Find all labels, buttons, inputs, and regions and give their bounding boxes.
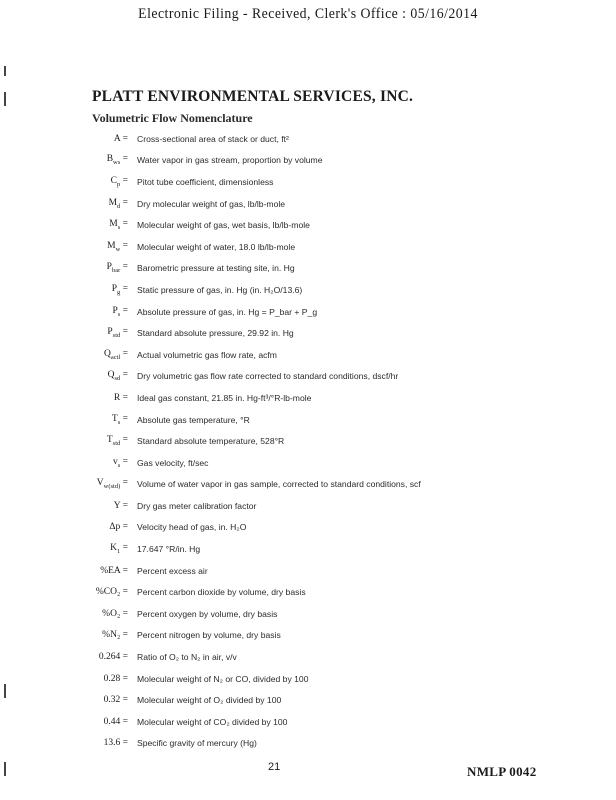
symbol: $M_d$ = [108,197,128,210]
nomenclature-row [0,538,616,560]
definition: Ratio of O₂ to N₂ in air, v/v [137,652,237,663]
symbol: 0.264 = [98,652,128,663]
definition: 17.647 °R/in. Hg [137,544,201,555]
symbol: 0.28 = [103,673,128,684]
nomenclature-row [0,625,616,647]
nomenclature-row [0,258,616,280]
definition: Dry volumetric gas flow rate corrected to standard conditions, dscf/hr [137,371,399,382]
symbol: $T_s$ = [111,413,128,426]
symbol: $Q_{sd}$ = [107,370,128,383]
symbol: $M_s$ = [109,219,128,232]
definition: Water vapor in gas stream, proportion by volume [137,155,323,166]
margin-mark [4,92,6,106]
nomenclature-row [0,581,616,603]
definition: Specific gravity of mercury (Hg) [137,738,257,749]
definition: Barometric pressure at testing site, in. Hg [137,263,295,274]
definition: Molecular weight of O₂ divided by 100 [137,695,282,706]
definition: Dry gas meter calibration factor [137,500,257,511]
nomenclature-row [0,279,616,301]
symbol: $V_{w(std)}$ = [96,478,128,491]
definition: Volume of water vapor in gas sample, corrected to standard conditions, scf [137,479,421,490]
nomenclature-row [0,560,616,582]
symbol: %EA = [100,565,128,576]
symbol: 0.44 = [103,716,128,727]
nomenclature-row [0,495,616,517]
nomenclature-row [0,603,616,625]
definition: Molecular weight of water, 18.0 lb/lb-mole [137,241,296,252]
filing-header: Electronic Filing - Received, Clerk's Office : 05/16/2014 [138,6,478,22]
definition: Velocity head of gas, in. H₂O [137,522,247,533]
symbol: $P_g$ = [111,284,128,296]
nomenclature-list [0,128,616,754]
section-title: Volumetric Flow Nomenclature [92,111,253,125]
symbol: $K_1$ = [110,543,128,556]
symbol: A = [113,133,128,144]
definition: Absolute pressure of gas, in. Hg = P_bar + P_g [137,306,318,317]
symbol: $P_{std}$ = [107,327,128,340]
symbol: $C_p$ = [110,176,128,188]
nomenclature-row [0,150,616,172]
definition: Cross-sectional area of stack or duct, ft² [137,133,289,144]
symbol: $Q_{actl}$ = [104,348,128,361]
nomenclature-row [0,171,616,193]
nomenclature-row [0,193,616,215]
nomenclature-row [0,236,616,258]
nomenclature-row [0,646,616,668]
definition: Percent nitrogen by volume, dry basis [137,630,281,641]
nomenclature-row [0,689,616,711]
definition: Molecular weight of N₂ or CO, divided by 100 [137,673,309,684]
definition: Molecular weight of CO₂ divided by 100 [137,716,288,727]
definition: Standard absolute pressure, 29.92 in. Hg [137,328,294,339]
symbol: Y = [113,500,128,511]
nomenclature-row [0,517,616,539]
nomenclature-row [0,409,616,431]
symbol: R = [113,392,128,403]
nomenclature-row [0,322,616,344]
nomenclature-row [0,366,616,388]
company-name: PLATT ENVIRONMENTAL SERVICES, INC. [92,88,414,105]
nomenclature-row [0,711,616,733]
definition: Pitot tube coefficient, dimensionless [137,176,274,187]
symbol: $P_{bar}$ = [106,262,128,275]
definition: Gas velocity, ft/sec [137,457,209,468]
symbol: $T_{std}$ = [106,435,128,448]
bates-number: NMLP 0042 [467,764,537,779]
page-number: 21 [268,761,281,773]
nomenclature-row [0,344,616,366]
symbol: $M_w$ = [107,240,128,253]
symbol: %CO₂ = [95,587,128,598]
nomenclature-row [0,452,616,474]
definition: Dry molecular weight of gas, lb/lb-mole [137,198,286,209]
nomenclature-row [0,128,616,150]
nomenclature-row [0,387,616,409]
definition: Molecular weight of gas, wet basis, lb/lb-mole [137,220,310,231]
definition: Ideal gas constant, 21.85 in. Hg-ft³/°R-lb-mole [137,392,312,403]
nomenclature-row [0,430,616,452]
definition: Percent oxygen by volume, dry basis [137,608,278,619]
symbol: %O₂ = [102,608,128,619]
symbol: 0.32 = [103,695,128,706]
symbol: $B_{ws}$ = [106,154,128,167]
symbol: $P_s$ = [112,305,128,318]
symbol: %N₂ = [102,630,128,641]
definition: Percent carbon dioxide by volume, dry basis [137,587,306,598]
definition: Static pressure of gas, in. Hg (in. H₂O/13.6) [137,284,303,295]
nomenclature-row [0,301,616,323]
nomenclature-row [0,474,616,496]
nomenclature-row [0,733,616,755]
symbol: $v_s$ = [112,456,128,469]
symbol: 13.6 = [103,738,128,749]
symbol: Δp = [109,522,128,533]
definition: Absolute gas temperature, °R [137,414,250,425]
definition: Percent excess air [137,565,208,576]
definition: Actual volumetric gas flow rate, acfm [137,349,277,360]
margin-mark [4,762,6,776]
definition: Standard absolute temperature, 528°R [137,436,285,447]
nomenclature-row [0,668,616,690]
nomenclature-row [0,214,616,236]
margin-mark [4,66,6,76]
